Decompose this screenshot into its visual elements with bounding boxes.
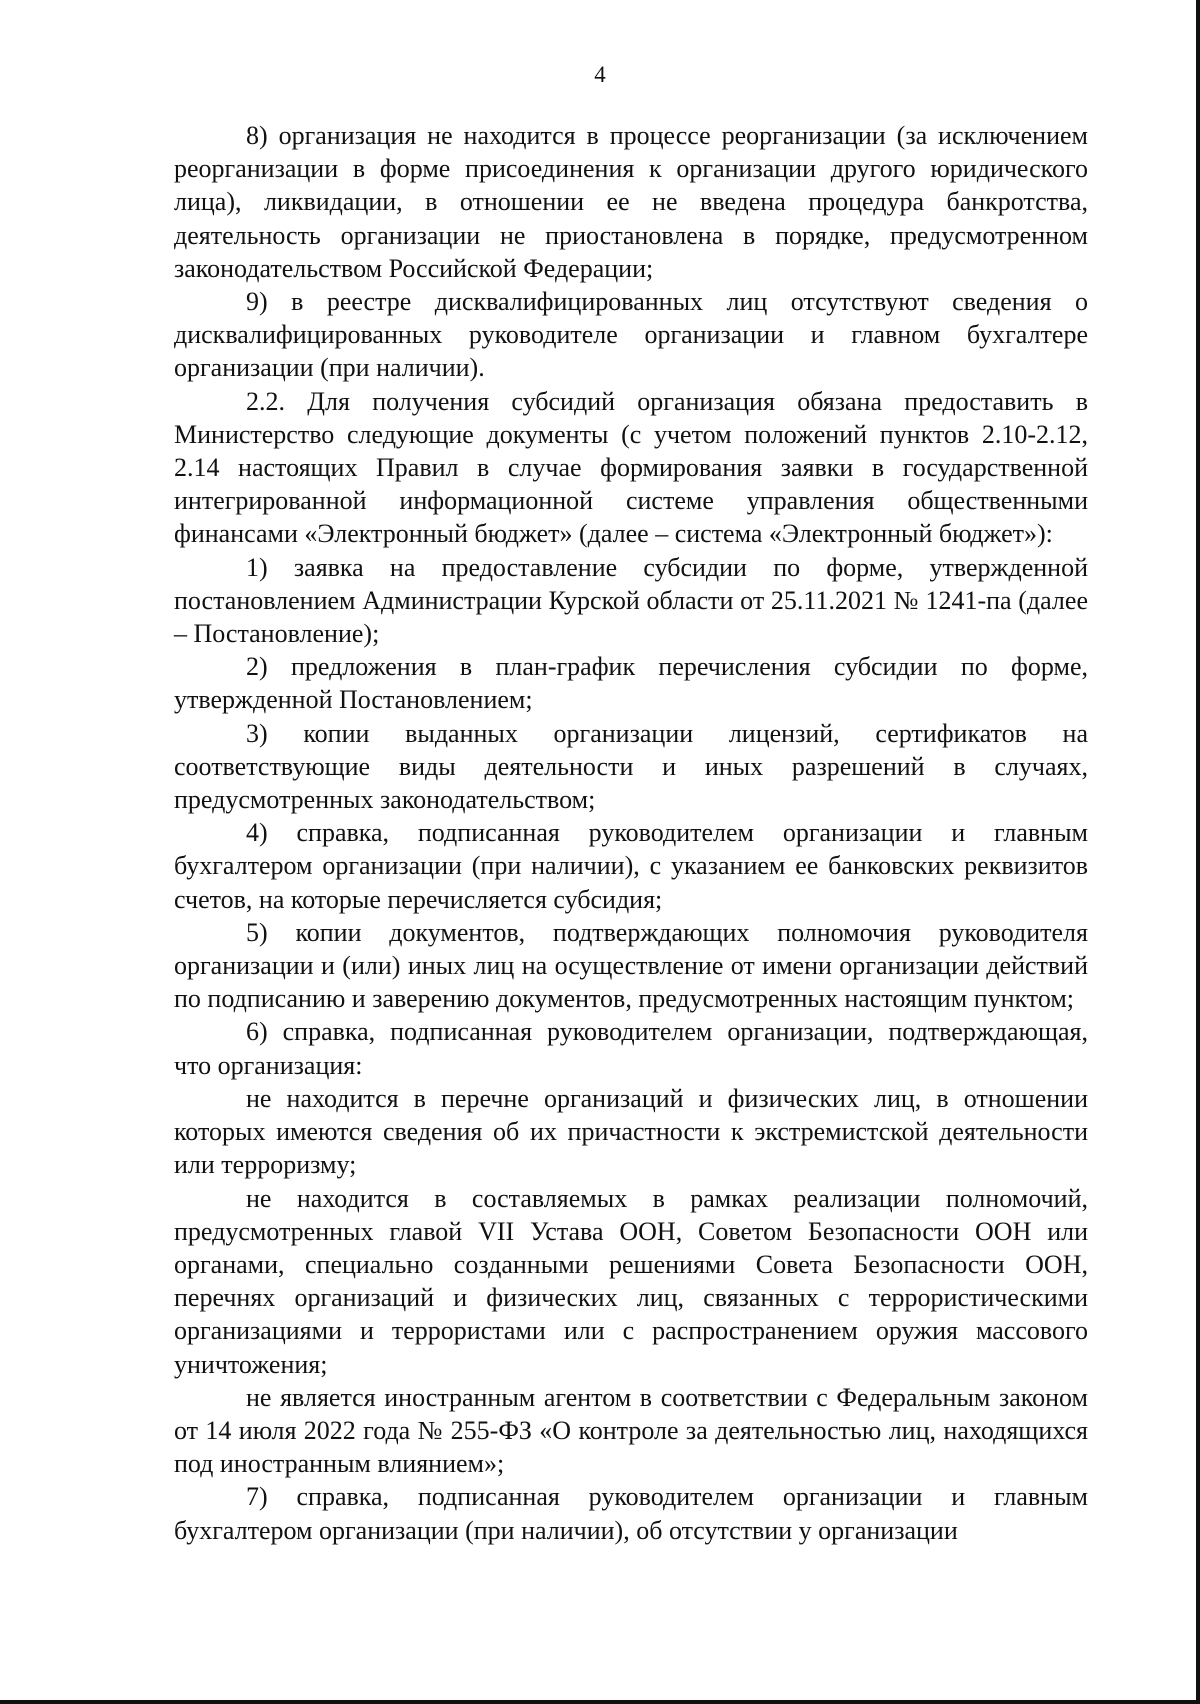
scan-edge-bottom (0, 1700, 1200, 1704)
paragraph-doc-1: 1) заявка на предоставление субсидии по форме, утвержденной постановлением Администрации Курской области от 25.11.2021 № 1241-па (далее – Постановление); (174, 552, 1088, 649)
scan-edge-right (1196, 0, 1200, 1704)
paragraph-item-9: 9) в реестре дисквалифицированных лиц отсутствуют сведения о дисквалифицированных руководителе организации и главном бухгалтере организации (при наличии). (174, 287, 1088, 383)
page-number: 4 (594, 62, 606, 87)
paragraph-item-8: 8) организация не находится в процессе реорганизации (за исключением реорганизации в форме присоединения к организации другого юридического лица), ликвидации, в отношении ее не введена процедура банкротства, деятельность организации не приостановлена в порядке, предусмотренном законодательством Российской Федерации; (174, 121, 1088, 283)
paragraph-doc-4: 4) справка, подписанная руководителем организации и главным бухгалтером организации (при наличии), с указанием ее банковских реквизитов счетов, на которые перечисляется субсидия; (174, 818, 1088, 914)
paragraph-section-2-2: 2.2. Для получения субсидий организация обязана предоставить в Министерство следующие документы (с учетом положений пунктов 2.10-2.12, 2.14 настоящих Правил в случае формирования заявки в государственной интегрированной информационной системе управления общественными финансами «Электронный бюджет» (далее – система «Электронный бюджет»): (174, 386, 1088, 549)
paragraph-clause-un-lists: не находится в составляемых в рамках реализации полномочий, предусмотренных главой VII Устава ООН, Советом Безопасности ООН или органами, специально созданными решениями Совета Безопасности ООН, перечнях организаций и физических лиц, связанных с террористическими организациями и террористами или с распространением оружия массового уничтожения; (174, 1183, 1088, 1379)
paragraph-doc-7: 7) справка, подписанная руководителем организации и главным бухгалтером организации (при наличии), об отсутствии у организации (174, 1482, 1088, 1545)
paragraph-clause-extremism: не находится в перечне организаций и физических лиц, в отношении которых имеются сведения об их причастности к экстремистской деятельности или терроризму; (174, 1083, 1088, 1180)
paragraph-doc-3: 3) копии выданных организации лицензий, сертификатов на соответствующие виды деятельности и иных разрешений в случаях, предусмотренных законодательством; (174, 718, 1088, 815)
paragraph-doc-6: 6) справка, подписанная руководителем организации, подтверждающая, что организация: (174, 1017, 1088, 1080)
paragraph-clause-foreign-agent: не является иностранным агентом в соответствии с Федеральным законом от 14 июля 2022 года № 255-ФЗ «О контроле за деятельностью лиц, находящихся под иностранным влиянием»; (174, 1382, 1088, 1479)
paragraph-doc-2: 2) предложения в план-график перечисления субсидии по форме, утвержденной Постановлением; (174, 652, 1088, 715)
paragraph-doc-5: 5) копии документов, подтверждающих полномочия руководителя организации и (или) иных лиц на осуществление от имени организации действий по подписанию и заверению документов, предусмотренных настоящим пунктом; (174, 917, 1088, 1014)
document-body (174, 119, 1088, 1547)
